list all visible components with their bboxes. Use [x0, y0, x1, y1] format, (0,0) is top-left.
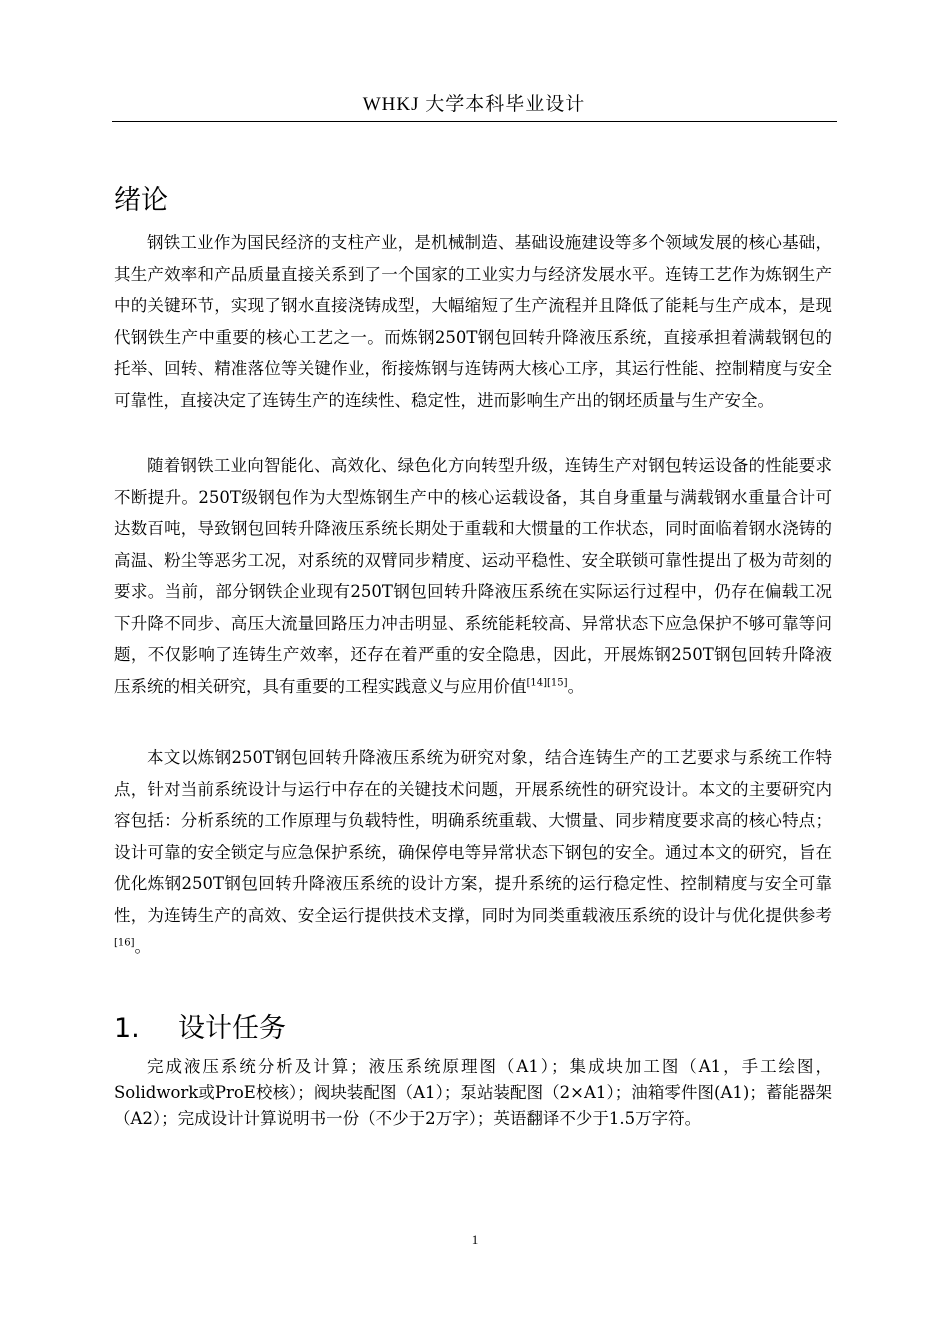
intro-paragraph-1 — [114, 227, 832, 416]
section-title-introduction: 绪论 — [114, 185, 168, 216]
page-header: WHKJ 大学本科毕业设计 — [362, 94, 586, 115]
intro-paragraph-3-text: 本文以炼钢250T钢包回转升降液压系统为研究对象，结合连铸生产的工艺要求与系统工作特点，针对当前系统设计与运行中存在的关键技术问题，开展系统性的研究设计。本文的主要研究内容包括：分析系统的工作原理与负载特性，明确系统重载、大惯量、同步精度要求高的核心特点；设计可靠的安全锁定与应急保护系统，确保停电等异常状态下钢包的安全。通过本文的研究，旨在优化炼钢250T钢包回转升降液压系统的设计方案，提升系统的运行稳定性、控制精度与安全可靠性，为连铸生产的高效、安全运行提供技术支撑，同时为同类重载液压系统的设计与优化提供参考 — [114, 748, 832, 925]
intro-paragraph-3 — [114, 742, 832, 963]
section-title-design-task — [114, 1012, 286, 1046]
design-task-paragraph: 完成液压系统分析及计算；液压系统原理图（A1）；集成块加工图（A1，手工绘图，Solidwork或ProE校核）；阀块装配图（A1）；泵站装配图（2×A1）；油箱零件图(A1)；蓄能器架（A2）；完成设计计算说明书一份（不少于2万字）；英语翻译不少于1.5万字符。 — [114, 1057, 832, 1128]
intro-paragraph-1-text: 钢铁工业作为国民经济的支柱产业，是机械制造、基础设施建设等多个领域发展的核心基础，其生产效率和产品质量直接关系到了一个国家的工业实力与经济发展水平。连铸工艺作为炼钢生产中的关键环节，实现了钢水直接浇铸成型，大幅缩短了生产流程并且降低了能耗与生产成本，是现代钢铁生产中重要的核心工艺之一。而炼钢250T钢包回转升降液压系统，直接承担着满载钢包的托举、回转、精准落位等关键作业，衔接炼钢与连铸两大核心工序，其运行性能、控制精度与安全可靠性，直接决定了连铸生产的连续性、稳定性，进而影响生产出的钢坯质量与生产安全。 — [114, 233, 832, 410]
citation-14-15: [14][15] — [526, 677, 568, 688]
header-rule — [112, 121, 837, 122]
citation-16: [16] — [114, 937, 135, 949]
intro-paragraph-3-tail: 。 — [134, 937, 152, 956]
intro-paragraph-2 — [114, 450, 832, 702]
section-title-text: 设计任务 — [178, 1013, 286, 1044]
intro-paragraph-2-text: 随着钢铁工业向智能化、高效化、绿色化方向转型升级，连铸生产对钢包转运设备的性能要求不断提升。250T级钢包作为大型炼钢生产中的核心运载设备，其自身重量与满载钢水重量合计可达数百吨，导致钢包回转升降液压系统长期处于重载和大惯量的工作状态，同时面临着钢水浇铸的高温、粉尘等恶劣工况，对系统的双臂同步精度、运动平稳性、安全联锁可靠性提出了极为苛刻的要求。当前，部分钢铁企业现有250T钢包回转升降液压系统在实际运行过程中，仍存在偏载工况下升降不同步、高压大流量回路压力冲击明显、系统能耗较高、异常状态下应急保护不够可靠等问题，不仅影响了连铸生产效率，还存在着严重的安全隐患，因此，开展炼钢250T钢包回转升降液压系统的相关研究，具有重要的工程实践意义与应用价值 — [114, 456, 832, 696]
section-number: 1. — [114, 1013, 140, 1044]
page-number: 1 — [471, 1232, 479, 1247]
intro-paragraph-2-tail: 。 — [567, 676, 585, 696]
